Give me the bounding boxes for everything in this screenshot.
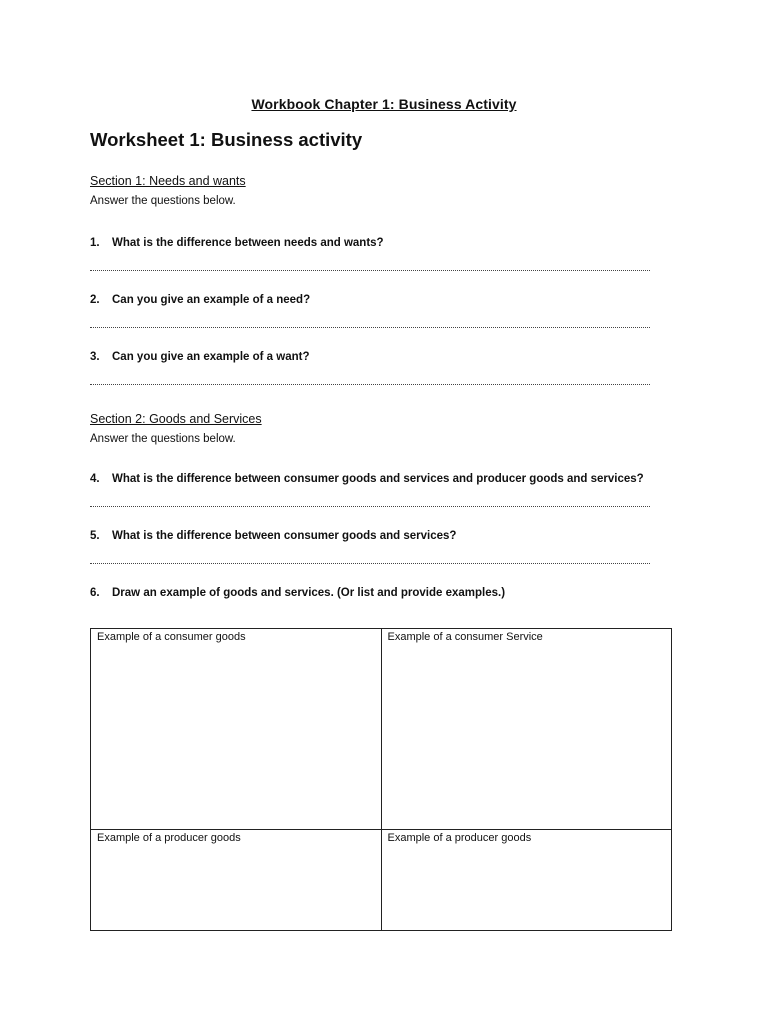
cell-label: Example of a consumer Service [387,631,543,643]
section-1-title: Section 1: Needs and wants [90,174,246,188]
answer-line-3[interactable] [90,384,650,385]
question-1 [90,237,384,249]
question-number: 6. [90,587,100,599]
question-number: 1. [90,237,100,249]
answer-line-5[interactable] [90,563,650,564]
question-text: Draw an example of goods and services. (Or list and provide examples.) [112,587,506,599]
chapter-title: Workbook Chapter 1: Business Activity [251,96,517,112]
section-2-instruction: Answer the questions below. [90,433,236,445]
table-row [91,629,672,830]
cell-label: Example of a producer goods [97,832,241,844]
table-row [91,830,672,931]
section-1-instruction: Answer the questions below. [90,195,236,207]
consumer-goods-cell[interactable] [91,629,382,830]
answer-line-1[interactable] [90,270,650,271]
producer-goods-cell[interactable] [91,830,382,931]
question-2 [90,294,310,306]
question-5 [90,530,456,542]
question-text: What is the difference between needs and wants? [112,237,384,249]
question-text: Can you give an example of a want? [112,351,310,363]
section-2-title: Section 2: Goods and Services [90,412,262,426]
question-number: 3. [90,351,100,363]
answer-line-2[interactable] [90,327,650,328]
question-number: 2. [90,294,100,306]
answer-line-4[interactable] [90,506,650,507]
question-text: Can you give an example of a need? [112,294,311,306]
producer-goods-cell-2[interactable] [381,830,672,931]
question-text: What is the difference between consumer goods and services? [112,530,457,542]
cell-label: Example of a producer goods [387,832,532,844]
question-3 [90,351,309,363]
question-number: 4. [90,473,100,485]
consumer-service-cell[interactable] [381,629,672,830]
cell-label: Example of a consumer goods [97,631,246,643]
question-4 [90,473,644,485]
worksheet-title: Worksheet 1: Business activity [90,129,363,150]
examples-table [90,628,672,931]
question-text: What is the difference between consumer goods and services and producer goods and services? [112,473,644,485]
question-number: 5. [90,530,100,542]
question-6 [90,587,505,599]
